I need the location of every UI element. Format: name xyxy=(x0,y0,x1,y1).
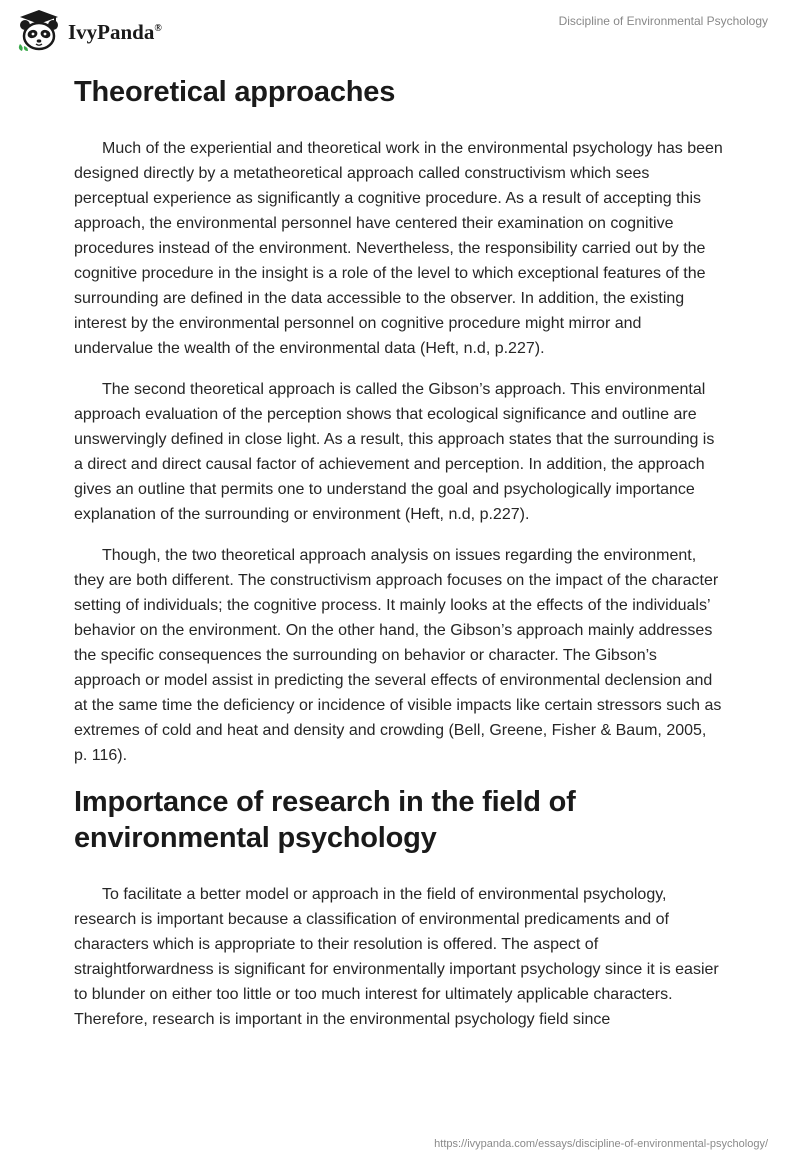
brand-name: IvyPanda® xyxy=(68,19,162,44)
section-heading: Theoretical approaches xyxy=(74,76,396,108)
paragraph: The second theoretical approach is called the Gibson’s approach. This environmental approach evaluation of the perception shows that ecological significance and outline are unswervingly defined in close light. As a result, this approach states that the surrounding is a direct and direct causal factor of achievement and perception. In addition, the approach gives an outline that permits one to understand the goal and psychologically importance explanation of the surrounding or environment (Heft, n.d, p.227). xyxy=(74,381,715,523)
paragraph: Though, the two theoretical approach analysis on issues regarding the environment, they are both different. The constructivism approach focuses on the impact of the character setting of individuals; the cognitive process. It mainly looks at the effects of the individuals’ behavior on the environment. On the other hand, the Gibson’s approach mainly addresses the specific consequences the surrounding on behavior or character. The Gibson’s approach or model assist in predicting the several effects of environmental declension and at the same time the deficiency or incidence of visible impacts like certain stressors such as extremes of cold and heat and density and crowding (Bell, Greene, Fisher & Baum, 2005, p. 116). xyxy=(74,547,722,764)
paragraph: To facilitate a better model or approach in the field of environmental psychology, research is important because a classification of environmental predicaments and of characters which is appropriate to their resolution is offered. The aspect of straightforwardness is significant for environmentally important psychology since it is easier to blunder on either too little or too much interest for ultimately applicable characters. Therefore, research is important in the environmental psychology field since xyxy=(74,886,719,1028)
paragraph: Much of the experiential and theoretical work in the environmental psychology has been designed directly by a metatheoretical approach called constructivism which sees perceptual experience as significantly a cognitive procedure. As a result of accepting this approach, the environmental personnel have centered their examination on cognitive procedures instead of the environment. Nevertheless, the responsibility carried out by the cognitive procedure in the insight is a role of the level to which exceptional features of the surrounding are defined in the data accessible to the observer. In addition, the existing interest by the environmental personnel on cognitive procedure might mirror and undervalue the wealth of the environmental data (Heft, n.d, p.227). xyxy=(74,140,723,357)
panda-logo-icon xyxy=(16,8,62,52)
document-title: Discipline of Environmental Psychology xyxy=(558,14,768,28)
page-header xyxy=(0,0,800,60)
article-body xyxy=(74,66,724,1048)
source-url[interactable]: https://ivypanda.com/essays/discipline-of-environmental-psychology/ xyxy=(434,1138,768,1150)
brand-logo[interactable] xyxy=(16,8,162,52)
section-heading: Importance of research in the field of environmental psychology xyxy=(74,786,576,854)
